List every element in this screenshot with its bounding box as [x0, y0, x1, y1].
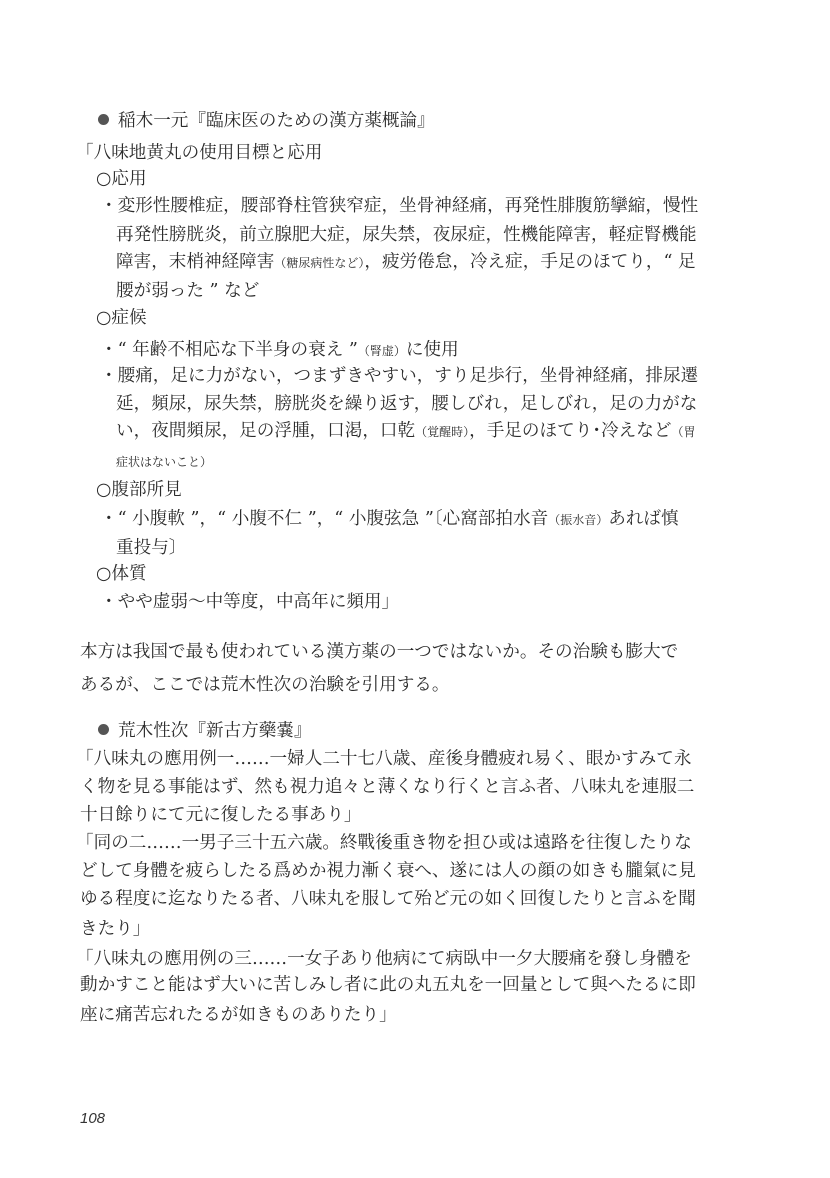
- subheading-constitution: ○体質: [96, 564, 147, 584]
- small-note: （覚醒時）: [415, 425, 470, 439]
- quote-title: 「八味地黄丸の使用目標と応用: [76, 143, 323, 163]
- list-item: [100, 336, 459, 364]
- subheading-application: ○応用: [96, 169, 147, 189]
- quote-line: 動かすこと能はず大いに苦しみし者に此の丸五丸を一回量として與へたるに即: [80, 975, 696, 995]
- list-item: ・変形性腰椎症，腰部脊柱管狭窄症，坐骨神経痛，再発性腓腹筋攣縮，慢性: [100, 196, 699, 216]
- subheading-abdominal: ○腹部所見: [96, 480, 182, 500]
- text: ・“ 小腹軟 ”，“ 小腹不仁 ”，“ 小腹弦急 ”〔心窩部拍水音: [100, 509, 549, 529]
- heading-text: 稲木一元『臨床医のための漢方薬概論』: [118, 111, 435, 131]
- quote-line: 座に痛苦忘れたるが如きものありたり」: [80, 1005, 397, 1025]
- section-heading: [98, 107, 435, 135]
- text: 障害，末梢神経障害: [116, 252, 275, 272]
- page-number: 108: [80, 1110, 106, 1127]
- quote-line: 「八味丸の應用例の三……一女子あり他病にて病臥中一夕大腰痛を發し身體を: [76, 949, 692, 969]
- text: に使用: [405, 340, 459, 360]
- list-item: ・腰痛，足に力がない，つまずきやすい，すり足歩行，坐骨神経痛，排尿遷: [100, 366, 699, 386]
- list-item-cont: 症状はないこと）: [116, 455, 213, 469]
- quote-line: 十日餘りにて元に復したる事あり」: [80, 805, 362, 825]
- list-item-cont: 延，頻尿，尿失禁，膀胱炎を繰り返す，腰しびれ，足しびれ，足の力がな: [116, 394, 698, 414]
- text: あれば慎: [608, 509, 679, 529]
- subheading-symptoms: ○症候: [96, 308, 147, 328]
- heading-text: 荒木性次『新古方藥嚢』: [118, 721, 312, 741]
- quote-line: 「同の二……一男子三十五六歳。終戰後重き物を担ひ或は遠路を往復したりな: [76, 833, 692, 853]
- quote-line: どして身體を疲らしたる爲めか視力漸く衰へ、遂には人の顔の如きも朧氣に見: [80, 861, 696, 881]
- quote-line: く物を見る事能はず、然も視力追々と薄くなり行くと言ふ者、八味丸を連服二: [80, 777, 695, 797]
- text: ・“ 年齢不相応な下半身の衰え ”: [100, 340, 358, 360]
- list-item-cont: 再発性膀胱炎，前立腺肥大症，尿失禁，夜尿症，性機能障害，軽症腎機能: [116, 225, 697, 245]
- list-item-cont: [116, 417, 695, 445]
- small-note: （糖尿病性など）: [274, 256, 365, 270]
- bullet-dot-icon: [98, 724, 109, 735]
- list-item-cont: 腰が弱った ” など: [116, 281, 260, 301]
- bullet-dot-icon: [98, 114, 109, 125]
- paragraph-line: あるが、ここでは荒木性次の治験を引用する。: [80, 675, 450, 695]
- list-item: [100, 505, 679, 533]
- text: ，手足のほてり･冷えなど: [469, 421, 672, 441]
- small-note: （腎虚）: [357, 344, 406, 358]
- small-note: （振水音）: [548, 513, 609, 527]
- text: い，夜間頻尿，足の浮腫，口渇，口乾: [116, 421, 416, 441]
- list-item: ・やや虚弱〜中等度，中高年に頻用」: [100, 592, 400, 612]
- list-item-cont: 重投与〕: [116, 538, 187, 558]
- paragraph-line: 本方は我国で最も使われている漢方薬の一つではないか。その治験も膨大で: [80, 642, 679, 662]
- small-note: （胃: [671, 425, 696, 439]
- quote-line: ゆる程度に迄なりたる者、八味丸を服して殆ど元の如く回復したりと言ふを聞: [80, 889, 696, 909]
- list-item-cont: [116, 248, 696, 276]
- quote-line: 「八味丸の應用例一……一婦人二十七八歳、産後身體疲れ易く、眼かすみて永: [76, 749, 692, 769]
- text: ，疲労倦怠，冷え症，手足のほてり，“ 足: [364, 252, 696, 272]
- section-heading: [98, 717, 312, 745]
- quote-line: きたり」: [80, 919, 151, 939]
